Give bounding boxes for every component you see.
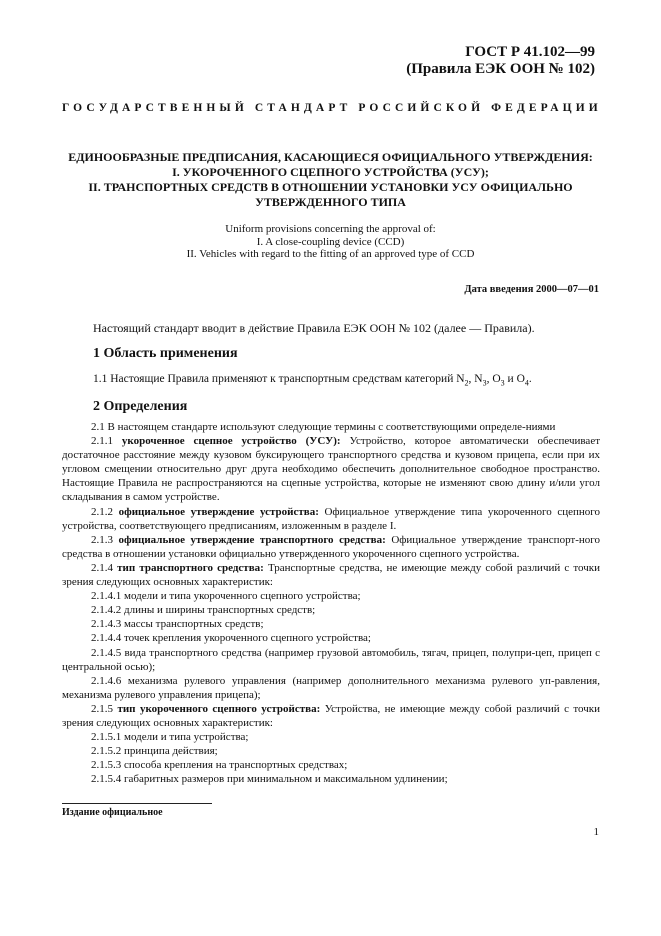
defined-term: тип транспортного средства: bbox=[117, 561, 264, 574]
title-line: ЕДИНООБРАЗНЫЕ ПРЕДПИСАНИЯ, КАСАЮЩИЕСЯ ОФИЦИАЛЬНОГО УТВЕРЖДЕНИЯ: bbox=[68, 150, 593, 164]
section-heading-scope: 1 Область применения bbox=[93, 346, 238, 361]
defined-term: тип укороченного сцепного устройства: bbox=[117, 702, 321, 715]
page-number: 1 bbox=[593, 826, 599, 838]
introduction-text: Настоящий стандарт вводит в действие Правила ЕЭК ООН № 102 (далее — Правила). bbox=[93, 321, 535, 335]
gost-number: ГОСТ Р 41.102—99 bbox=[465, 44, 595, 60]
english-title-line: I. A close-coupling device (CCD) bbox=[256, 235, 405, 248]
list-item: 2.1.4.2 длины и ширины транспортных средств; bbox=[91, 604, 316, 617]
introduction-date: Дата введения 2000—07—01 bbox=[464, 284, 599, 295]
definitions-body bbox=[62, 420, 600, 786]
list-item: 2.1.4.3 массы транспортных средств; bbox=[91, 618, 264, 631]
standard-identifier bbox=[406, 44, 595, 78]
defined-term: официальное утверждение устройства: bbox=[118, 505, 319, 518]
definition-paragraph: 2.1.5 тип укороченного сцепного устройства: Устройства, не имеющие между собой различий с точки зрения следующих основных характеристик: bbox=[62, 702, 601, 729]
list-item: 2.1.4.6 механизма рулевого управления (например дополнительного механизма рулевого уп-равления, механизма рулевого управления прицепа); bbox=[62, 674, 600, 701]
title-line: I. УКОРОЧЕННОГО СЦЕПНОГО УСТРОЙСТВА (УСУ); bbox=[172, 165, 489, 179]
list-item: 2.1.5.1 модели и типа устройства; bbox=[91, 731, 249, 744]
title-line: II. ТРАНСПОРТНЫХ СРЕДСТВ В ОТНОШЕНИИ УСТАНОВКИ УСУ ОФИЦИАЛЬНО bbox=[88, 180, 573, 194]
official-edition-label: Издание официальное bbox=[62, 807, 163, 818]
unece-rule-number: (Правила ЕЭК ООН № 102) bbox=[406, 61, 595, 77]
defined-term: укороченное сцепное устройство (УСУ): bbox=[121, 435, 341, 448]
list-item: 2.1.5.4 габаритных размеров при минимальном и максимальном удлинении; bbox=[91, 773, 448, 786]
defined-term: официальное утверждение транспортного средства: bbox=[118, 533, 386, 546]
state-standard-heading: ГОСУДАРСТВЕННЫЙ СТАНДАРТ РОССИЙСКОЙ ФЕДЕРАЦИИ bbox=[62, 102, 602, 114]
definition-paragraph: 2.1.4 тип транспортного средства: Транспортные средства, не имеющие между собой различий с точки зрения следующих основных характеристик: bbox=[62, 561, 601, 589]
document-title bbox=[40, 150, 621, 210]
list-item: 2.1.5.2 принципа действия; bbox=[91, 745, 218, 758]
paragraph: 2.1 В настоящем стандарте используют следующие термины с соответствующими определе-ниями bbox=[91, 421, 556, 433]
title-line: УТВЕРЖДЕННОГО ТИПА bbox=[255, 195, 406, 209]
english-title-line: Uniform provisions concerning the approval of: bbox=[225, 223, 436, 235]
definition-paragraph: 2.1.3 официальное утверждение транспортного средства: Официальное утверждение транспорт-ного средства в отношении установки официально утвержденного укороченного сцепного устройства. bbox=[62, 533, 601, 560]
english-title-line: II. Vehicles with regard to the fitting of an approved type of CCD bbox=[186, 248, 475, 260]
scope-paragraph: 1.1 Настоящие Правила применяют к транспортным средствам категорий $N_2$, $N_3$, $O_3$ и $O_4$. bbox=[93, 373, 532, 388]
list-item: 2.1.4.4 точек крепления укороченного сцепного устройства; bbox=[91, 632, 371, 645]
definition-paragraph: 2.1.2 официальное утверждение устройства: Официальное утверждение типа укороченного сцепного устройства, соответствующего предписаниям, изложенным в разделе I. bbox=[62, 505, 600, 532]
footer-divider bbox=[62, 803, 212, 804]
list-item: 2.1.4.1 модели и типа укороченного сцепного устройства; bbox=[91, 590, 361, 603]
definition-paragraph: 2.1.1 укороченное сцепное устройство (УСУ): Устройство, которое автоматически обеспечивает достаточное расстояние между кузовом буксирующего транспортного средства и кузовом прицепа, если при их угловом смещении относительно друг друга необходимо обеспечить дополнительное свободное пространство. Настоящие Правила не распространяются на сцепные устройства, которые не изменяют свою длину и/или угол складывания в самом устройстве. bbox=[62, 435, 601, 504]
list-item: 2.1.4.5 вида транспортного средства (например грузовой автомобиль, тягач, прицеп, полупри-цеп, прицеп с центральной осью); bbox=[62, 646, 600, 673]
section-heading-definitions: 2 Определения bbox=[93, 399, 188, 414]
english-title bbox=[40, 223, 621, 261]
list-item: 2.1.5.3 способа крепления на транспортных средствах; bbox=[91, 759, 348, 772]
